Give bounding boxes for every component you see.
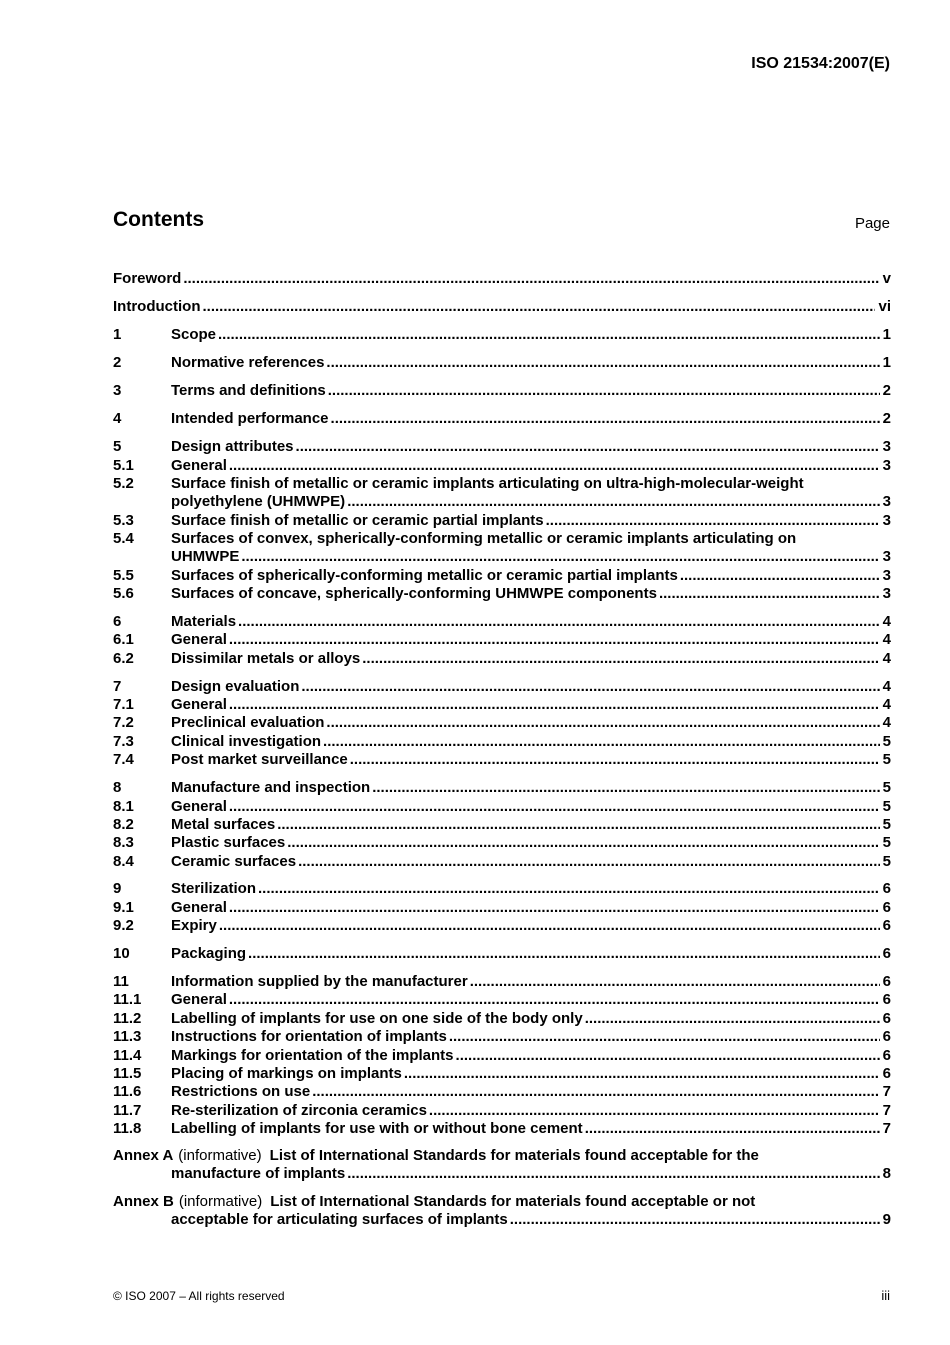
- toc-entry-number: 6.2: [113, 650, 134, 667]
- toc-entry-number: 11.7: [113, 1102, 142, 1119]
- toc-entry-page: 6: [882, 1010, 891, 1027]
- toc-entry-number: 1: [113, 326, 122, 343]
- toc-entry-title: Placing of markings on implants: [171, 1065, 402, 1082]
- toc-entry-page: 6: [882, 917, 891, 934]
- dot-leader: [546, 512, 880, 530]
- dot-leader: [202, 298, 875, 316]
- dot-leader: [680, 567, 880, 585]
- dot-leader: [449, 1028, 880, 1046]
- dot-leader: [510, 1211, 880, 1229]
- toc-entry-title: Manufacture and inspection: [171, 779, 371, 796]
- toc-entry-number: 7.3: [113, 733, 134, 750]
- toc-entry-page: 7: [882, 1083, 891, 1100]
- page-title: Contents: [113, 208, 204, 231]
- dot-leader: [328, 382, 880, 400]
- toc-entry-number: 11.8: [113, 1120, 142, 1137]
- dot-leader: [238, 613, 880, 631]
- dot-leader: [326, 714, 879, 732]
- toc-entry-number: 5.6: [113, 585, 134, 602]
- dot-leader: [347, 493, 879, 511]
- annex-title: manufacture of implants: [171, 1165, 346, 1182]
- toc-entry-page: 3: [882, 512, 891, 529]
- toc-entry-page: 3: [882, 585, 891, 602]
- toc-entry-title: Design attributes: [171, 438, 294, 455]
- dot-leader: [372, 779, 879, 797]
- toc-entry-number: 11.6: [113, 1083, 142, 1100]
- toc-entry-title: Preclinical evaluation: [171, 714, 325, 731]
- toc-entry-number: 11.3: [113, 1028, 142, 1045]
- toc-entry-title: Sterilization: [171, 880, 257, 897]
- toc-entry-page: 5: [882, 853, 891, 870]
- toc-entry-title: Re-sterilization of zirconia ceramics: [171, 1102, 427, 1119]
- toc-entry-title: Labelling of implants for use on one side of the body only: [171, 1010, 583, 1027]
- dot-leader: [229, 899, 880, 917]
- toc-entry-page: 5: [882, 816, 891, 833]
- toc-entry-page: 7: [882, 1102, 891, 1119]
- dot-leader: [258, 880, 880, 898]
- toc-entry-title: Packaging: [171, 945, 247, 962]
- dot-leader: [312, 1083, 879, 1101]
- toc-entry-number: 7.4: [113, 751, 134, 768]
- toc-entry-page: 5: [882, 779, 891, 796]
- dot-leader: [585, 1010, 880, 1028]
- toc-entry-page: v: [882, 270, 891, 287]
- toc-entry-page: vi: [878, 298, 891, 315]
- toc-entry-title: General: [171, 899, 227, 916]
- toc-entry-title: Labelling of implants for use with or without bone cement: [171, 1120, 583, 1137]
- toc-entry-title: Surface finish of metallic or ceramic partial implants: [171, 512, 544, 529]
- toc-entry-page: 2: [882, 410, 891, 427]
- annex-title: acceptable for articulating surfaces of implants: [171, 1211, 508, 1228]
- toc-entry-page: 5: [882, 798, 891, 815]
- toc-entry-number: 9.2: [113, 917, 134, 934]
- page-column-label: Page: [854, 215, 890, 232]
- toc-entry-title: Normative references: [171, 354, 325, 371]
- toc-entry-number: 2: [113, 354, 122, 371]
- dot-leader: [659, 585, 880, 603]
- dot-leader: [229, 696, 880, 714]
- toc-entry-page: 5: [882, 733, 891, 750]
- dot-leader: [229, 631, 880, 649]
- toc-entry-number: 11.4: [113, 1047, 142, 1064]
- dot-leader: [183, 270, 879, 288]
- toc-entry-title: Surfaces of concave, spherically-conforming UHMWPE components: [171, 585, 657, 602]
- toc-entry-title: Metal surfaces: [171, 816, 276, 833]
- dot-leader: [347, 1165, 879, 1183]
- annex-title-line: List of International Standards for materials found acceptable for the: [269, 1147, 759, 1164]
- dot-leader: [362, 650, 879, 668]
- toc-entry-title: Instructions for orientation of implants: [171, 1028, 447, 1045]
- toc-entry-number: 8: [113, 779, 122, 796]
- toc-entry-number: 7.2: [113, 714, 134, 731]
- toc-entry-page: 6: [882, 880, 891, 897]
- toc-entry-title: Markings for orientation of the implants: [171, 1047, 454, 1064]
- toc-entry-page: 1: [882, 354, 891, 371]
- annex-type: (informative): [178, 1193, 263, 1210]
- dot-leader: [323, 733, 880, 751]
- toc-entry-number: 7.1: [113, 696, 134, 713]
- dot-leader: [404, 1065, 880, 1083]
- dot-leader: [229, 991, 880, 1009]
- toc-entry-title: Intended performance: [171, 410, 329, 427]
- toc-entry-number: 9.1: [113, 899, 134, 916]
- toc-entry-number: 3: [113, 382, 122, 399]
- toc-entry-title: Scope: [171, 326, 217, 343]
- toc-entry-page: 6: [882, 1028, 891, 1045]
- annex-label: Annex B: [113, 1193, 174, 1210]
- toc-entry-title: Materials: [171, 613, 237, 630]
- toc-entry-title: Introduction: [113, 298, 201, 315]
- toc-entry-number: 5: [113, 438, 122, 455]
- annex-type: (informative): [178, 1147, 262, 1164]
- toc-entry-number: 5.5: [113, 567, 134, 584]
- toc-entry-page: 4: [882, 696, 891, 713]
- dot-leader: [585, 1120, 880, 1138]
- toc-entry-page: 3: [882, 438, 891, 455]
- toc-entry-page: 4: [882, 714, 891, 731]
- toc-entry-title: Clinical investigation: [171, 733, 322, 750]
- toc-entry-title: Dissimilar metals or alloys: [171, 650, 361, 667]
- toc-entry-title: Restrictions on use: [171, 1083, 311, 1100]
- toc-entry-page: 3: [882, 457, 891, 474]
- dot-leader: [229, 457, 880, 475]
- annex-title-line: List of International Standards for materials found acceptable or not: [270, 1193, 756, 1210]
- toc-entry-page: 4: [882, 631, 891, 648]
- toc-entry-page: 6: [882, 1065, 891, 1082]
- toc-entry-page: 6: [882, 1047, 891, 1064]
- toc-entry-page: 5: [882, 751, 891, 768]
- toc-entry-number: 5.1: [113, 457, 134, 474]
- dot-leader: [219, 917, 880, 935]
- dot-leader: [429, 1102, 880, 1120]
- toc-entry-number: 10: [113, 945, 130, 962]
- annex-label: Annex A: [113, 1147, 174, 1164]
- dot-leader: [470, 973, 880, 991]
- dot-leader: [277, 816, 879, 834]
- dot-leader: [301, 678, 879, 696]
- toc-entry-title: polyethylene (UHMWPE): [171, 493, 346, 510]
- dot-leader: [326, 354, 879, 372]
- toc-entry-title: Ceramic surfaces: [171, 853, 297, 870]
- toc-entry-page: 5: [882, 834, 891, 851]
- toc-entry-title: General: [171, 457, 227, 474]
- toc-entry-title: Information supplied by the manufacturer: [171, 973, 468, 990]
- toc-entry-number: 8.4: [113, 853, 134, 870]
- dot-leader: [241, 548, 879, 566]
- toc-entry-number: 5.3: [113, 512, 134, 529]
- toc-entry-title: Terms and definitions: [171, 382, 326, 399]
- toc-entry-number: 11.1: [113, 991, 142, 1008]
- toc-entry-page: 4: [882, 650, 891, 667]
- toc-entry-number: 7: [113, 678, 122, 695]
- toc-entry-number: 8.2: [113, 816, 134, 833]
- toc-entry-page: 4: [882, 613, 891, 630]
- toc-entry-page: 7: [882, 1120, 891, 1137]
- toc-entry-page: 6: [882, 991, 891, 1008]
- dot-leader: [350, 751, 880, 769]
- toc-entry-page: 6: [882, 945, 891, 962]
- toc-entry-title: General: [171, 696, 227, 713]
- toc-entry-number: 11.2: [113, 1010, 142, 1027]
- toc-entry-number: 11.5: [113, 1065, 142, 1082]
- toc-entry-number: 6.1: [113, 631, 134, 648]
- toc-entry-number: 8.3: [113, 834, 134, 851]
- toc-entry-title: Post market surveillance: [171, 751, 348, 768]
- page-number: iii: [881, 1288, 890, 1303]
- toc-entry-page: 3: [882, 548, 891, 565]
- toc-entry-title: General: [171, 798, 227, 815]
- toc-entry-number: 6: [113, 613, 122, 630]
- annex-entry[interactable]: [113, 1147, 891, 1182]
- toc-entry-number: 11: [113, 973, 129, 990]
- toc-entry-title-line: Surface finish of metallic or ceramic implants articulating on ultra-high-molecular-weight: [171, 475, 804, 492]
- annex-page: 9: [882, 1211, 891, 1228]
- dot-leader: [456, 1047, 880, 1065]
- toc-entry-title: General: [171, 631, 227, 648]
- dot-leader: [298, 853, 880, 871]
- toc-entry-number: 8.1: [113, 798, 134, 815]
- dot-leader: [218, 326, 880, 344]
- dot-leader: [331, 410, 880, 428]
- dot-leader: [248, 945, 880, 963]
- toc-entry-number: 5.4: [113, 530, 134, 547]
- toc-entry-title: Surfaces of spherically-conforming metallic or ceramic partial implants: [171, 567, 678, 584]
- toc-entry-number: 5.2: [113, 475, 134, 492]
- toc-entry-number: 4: [113, 410, 122, 427]
- dot-leader: [287, 834, 879, 852]
- toc-entry-page: 6: [882, 899, 891, 916]
- toc-entry-page: 3: [882, 493, 891, 510]
- toc-entry-title: Expiry: [171, 917, 217, 934]
- toc-entry-title: Foreword: [113, 270, 182, 287]
- toc-entry-page: 4: [882, 678, 891, 695]
- toc-entry-page: 6: [882, 973, 891, 990]
- toc-entry-page: 1: [882, 326, 891, 343]
- toc-entry-page: 2: [882, 382, 891, 399]
- document-id: ISO 21534:2007(E): [751, 55, 890, 72]
- copyright-notice: © ISO 2007 – All rights reserved: [113, 1289, 285, 1303]
- toc-entry-number: 9: [113, 880, 122, 897]
- dot-leader: [296, 438, 880, 456]
- toc-entry-title: Design evaluation: [171, 678, 300, 695]
- annex-entry[interactable]: [113, 1193, 891, 1228]
- dot-leader: [229, 798, 880, 816]
- toc-entry-title: Plastic surfaces: [171, 834, 286, 851]
- toc-entry-title: UHMWPE: [171, 548, 240, 565]
- toc-entry-title-line: Surfaces of convex, spherically-conforming metallic or ceramic implants articulating on: [171, 530, 797, 547]
- toc-entry-page: 3: [882, 567, 891, 584]
- annex-page: 8: [882, 1165, 891, 1182]
- toc-entry-title: General: [171, 991, 227, 1008]
